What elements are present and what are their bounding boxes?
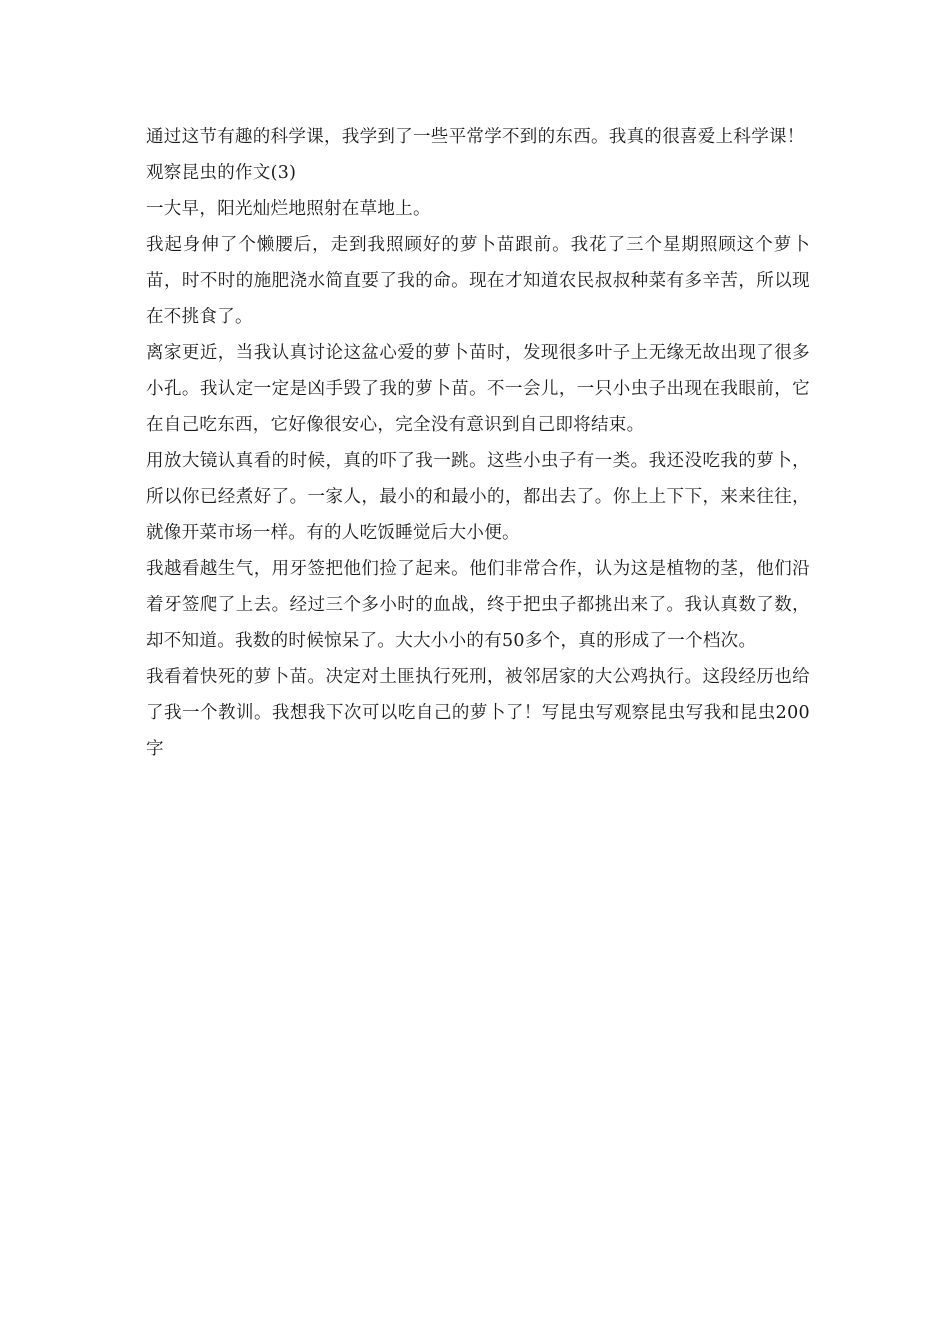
paragraph-conclusion: 我看着快死的萝卜苗。决定对土匪执行死刑，被邻居家的大公鸡执行。这段经历也给了我一个教训。我想我下次可以吃自己的萝卜了！写昆虫写观察昆虫写我和昆虫200字 [146, 667, 810, 759]
paragraph-discovering-holes: 离家更近，当我认真讨论这盆心爱的萝卜苗时，发现很多叶子上无缘无故出现了很多小孔。我认定一定是凶手毁了我的萝卜苗。不一会儿，一只小虫子出现在我眼前，它在自己吃东西，它好像很安心，完全没有意识到自己即将结束。 [146, 343, 810, 435]
paragraph-science-class-ending: 通过这节有趣的科学课，我学到了一些平常学不到的东西。我真的很喜爱上科学课！ [146, 127, 805, 147]
paragraph-radish-care: 我起身伸了个懒腰后，走到我照顾好的萝卜苗跟前。我花了三个星期照顾这个萝卜苗，时不时的施肥浇水简直要了我的命。现在才知道农民叔叔种菜有多辛苦，所以现在不挑食了。 [146, 235, 810, 327]
paragraph-magnifying-glass: 用放大镜认真看的时候，真的吓了我一跳。这些小虫子有一类。我还没吃我的萝卜，所以你已经煮好了。一家人，最小的和最小的，都出去了。你上上下下，来来往往，就像开菜市场一样。有的人吃饭睡觉后大小便。 [146, 451, 810, 543]
paragraph-picking-bugs: 我越看越生气，用牙签把他们捡了起来。他们非常合作，认为这是植物的茎，他们沿着牙签爬了上去。经过三个多小时的血战，终于把虫子都挑出来了。我认真数了数，却不知道。我数的时候惊呆了。大大小小的有50多个，真的形成了一个档次。 [146, 559, 810, 651]
paragraph-morning: 一大早，阳光灿烂地照射在草地上。 [146, 199, 431, 219]
section-title: 观察昆虫的作文(3) [146, 163, 297, 183]
document-body [146, 119, 810, 767]
